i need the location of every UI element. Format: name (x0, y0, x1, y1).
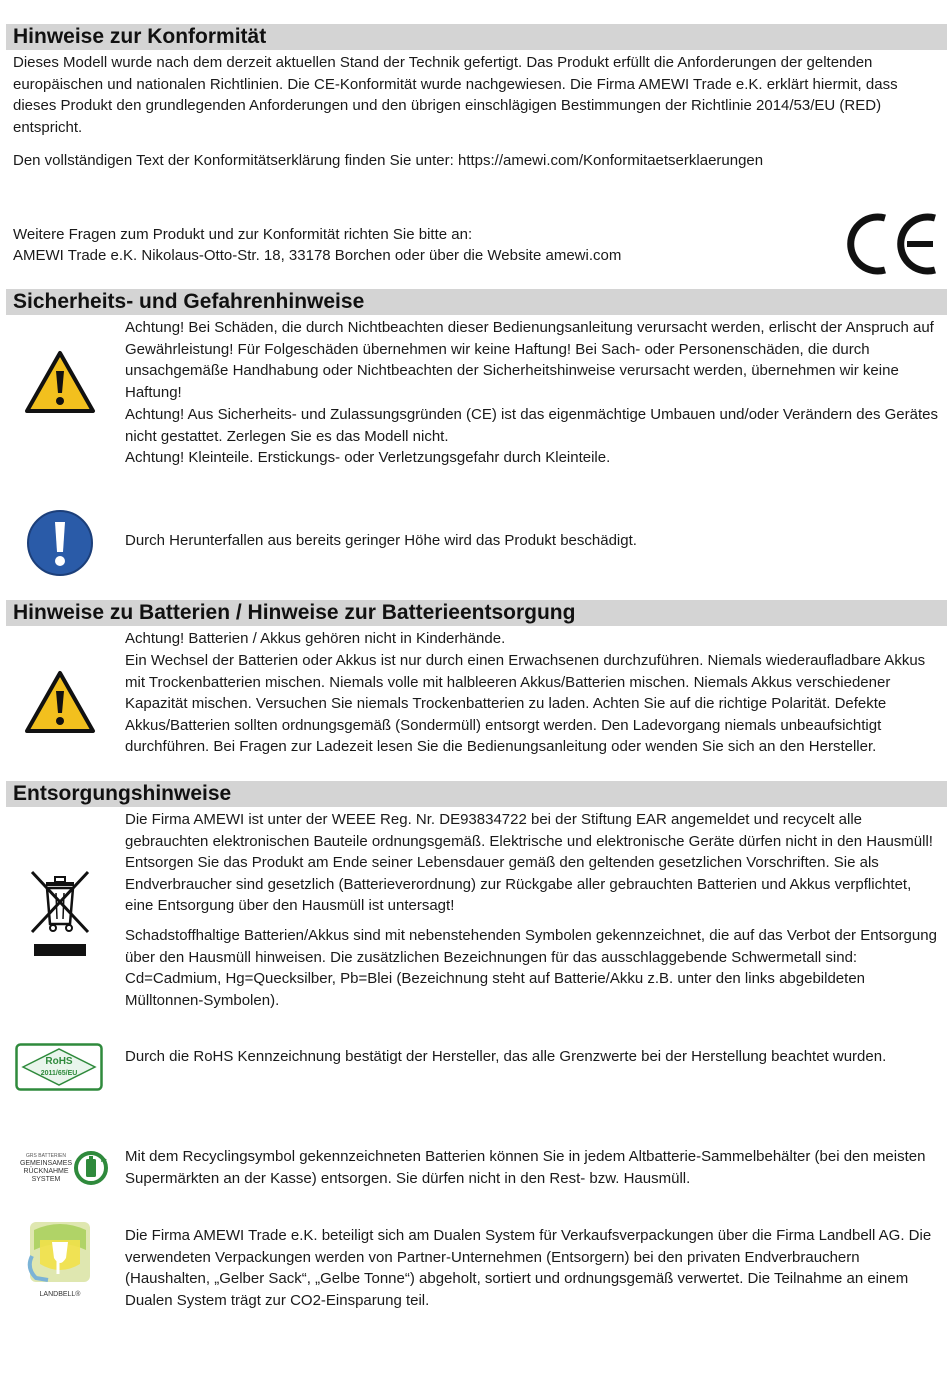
grs-text: Mit dem Recyclingsymbol gekennzeichneten Batterien können Sie in jedem Altbatterie-Sammelbehälter (bei den meisten Supermärkten an der Kasse) entsorgen. Sie dürfen nicht in den Rest- bzw. Hausmüll. (125, 1148, 926, 1187)
ce-mark-icon (845, 210, 940, 278)
conformity-link-text: Den vollständigen Text der Konformitätserklärung finden Sie unter: https://amewi.com/Konformitaetserklaerungen (13, 152, 764, 169)
conformity-contact-line2: AMEWI Trade e.K. Nikolaus-Otto-Str. 18, 33178 Borchen oder über die Website amewi.com (13, 247, 622, 264)
safety-para-4: Durch Herunterfallen aus bereits geringer Höhe wird das Produkt beschädigt. (125, 532, 637, 549)
svg-text:GRS BATTERIEN: GRS BATTERIEN (26, 1153, 66, 1159)
svg-text:SYSTEM: SYSTEM (31, 1176, 61, 1183)
svg-text:RoHS: RoHS (45, 1056, 73, 1067)
svg-text:RÜCKNAHME: RÜCKNAHME (23, 1168, 69, 1175)
conformity-contact-line1: Weitere Fragen zum Produkt und zur Konformität richten Sie bitte an: (13, 226, 473, 243)
svg-text:LANDBELL®: LANDBELL® (39, 1291, 81, 1298)
section-header-safety: Sicherheits- und Gefahrenhinweise (6, 289, 947, 315)
section-header-disposal: Entsorgungshinweise (6, 781, 947, 807)
landbell-text: Die Firma AMEWI Trade e.K. beteiligt sich am Dualen System für Verkaufsverpackungen über die Firma Landbell AG. Die verwendeten Verpackungen werden von Partner-Unternehmen (Entsorgern) bei den privaten Endverbrauchern (Haushalten, „Gelber Sack“, „Gelbe Tonne“) abgeholt, sortiert und ordnungsgemäß verwertet. Die Teilnahme an einem Dualen System trägt zur CO2-Einsparung teil. (125, 1227, 932, 1309)
safety-para-1: Achtung! Bei Schäden, die durch Nichtbeachten dieser Bedienungsanleitung verursacht werden, erlischt der Anspruch auf Gewährleistung! Für Folgeschäden übernehmen wir keine Haftung! Bei Sach- oder Personenschäden, die durch unsachgemäße Handhabung oder Nichtbeachten der Sicherheitshinweise verursacht werden, übernehmen wir keine Haftung! (125, 319, 934, 401)
section-header-batteries: Hinweise zu Batterien / Hinweise zur Batterieentsorgung (6, 600, 947, 626)
disposal-para-1: Die Firma AMEWI ist unter der WEEE Reg. Nr. DE93834722 bei der Stiftung EAR angemeldet und recycelt alle gebrauchten elektronischen Bauteile ordnungsgemäß. Elektrische und elektronische Geräte dürfen nicht in den Hausmüll! Entsorgen Sie das Produkt am Ende seiner Lebensdauer gemäß den geltenden gesetzlichen Vorschriften. Sie als Endverbraucher sind gesetzlich (Batterieverordnung) zur Rückgabe aller gebrauchten Batterien und Akkus verpflichtet, eine Entsorgung über den Hausmüll ist untersagt! (125, 811, 933, 915)
rohs-logo-icon (15, 1043, 103, 1091)
crossed-out-bin-icon (28, 868, 92, 958)
safety-para-3: Achtung! Kleinteile. Erstickungs- oder Verletzungsgefahr durch Kleinteile. (125, 449, 611, 466)
grs-recycling-logo-icon (10, 1148, 108, 1188)
conformity-text: Dieses Modell wurde nach dem derzeit aktuellen Stand der Technik gefertigt. Das Produkt erfüllt die Anforderungen der geltenden europäischen und nationalen Richtlinien. Die CE-Konformität wurde nachgewiesen. Die Firma AMEWI Trade e.K. erklärt hiermit, dass dieses Produkt den grundlegenden Anforderungen und den übrigen einschlägigen Bestimmungen der Richtlinie 2014/53/EU (RED) entspricht. (13, 54, 898, 136)
landbell-logo-icon (22, 1220, 98, 1300)
svg-text:GEMEINSAMES: GEMEINSAMES (19, 1160, 73, 1167)
warning-triangle-icon (24, 350, 96, 414)
batteries-para: Ein Wechsel der Batterien oder Akkus ist nur durch einen Erwachsenen durchzuführen. Niemals wiederaufladbare Akkus mit Trockenbatterien mischen. Niemals volle mit halbleeren Akkus/Batterien mischen. Niemals Akkus verschiedener Kapazität mischen. Versuchen Sie niemals Trockenbatterien zu laden. Achten Sie auf die richtige Polarität. Defekte Akkus/Batterien sollten ordnungsgemäß (Sondermüll) entsorgt werden. Den Ladevorgang niemals unbeaufsichtigt durchführen. Bei Fragen zur Ladezeit lesen Sie die Bedienungsanleitung oder wenden Sie sich an den Hersteller. (125, 652, 926, 756)
mandatory-notice-icon (26, 509, 94, 577)
disposal-para-2: Schadstoffhaltige Batterien/Akkus sind mit nebenstehenden Symbolen gekennzeichnet, die auf das Verbot der Entsorgung über den Hausmüll hinweisen. Die zusätzlichen Bezeichnungen für das ausschlaggebende Schwermetall sind: Cd=Cadmium, Hg=Quecksilber, Pb=Blei (Bezeichnung steht auf Batterie/Akku z.B. unter den links abgebildeten Mülltonnen-Symbolen). (125, 927, 937, 1009)
rohs-text: Durch die RoHS Kennzeichnung bestätigt der Hersteller, das alle Grenzwerte bei der Herstellung beachtet wurden. (125, 1048, 887, 1065)
batteries-line-1: Achtung! Batterien / Akkus gehören nicht in Kinderhände. (125, 630, 506, 647)
section-header-conformity: Hinweise zur Konformität (6, 24, 947, 50)
svg-text:2011/65/EU: 2011/65/EU (40, 1070, 78, 1077)
safety-para-2: Achtung! Aus Sicherheits- und Zulassungsgründen (CE) ist das eigenmächtige Umbauen und/oder Verändern des Gerätes nicht gestattet. Zerlegen Sie es das Modell nicht. (125, 406, 938, 445)
warning-triangle-icon (24, 670, 96, 734)
